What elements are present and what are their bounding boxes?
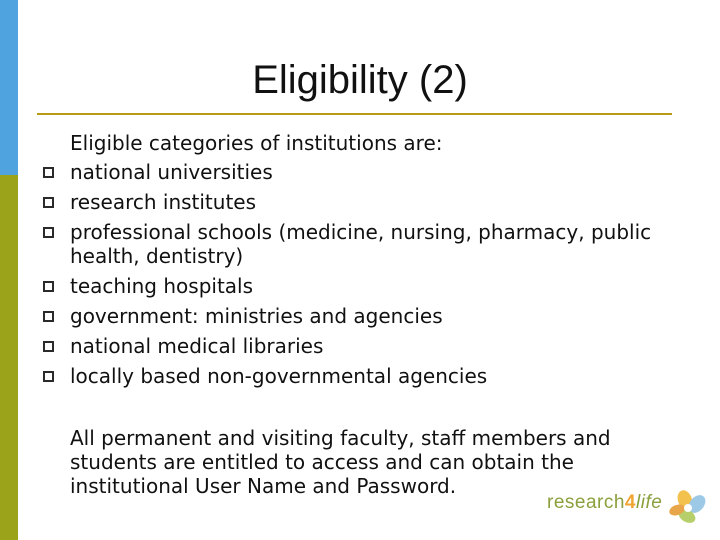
title-divider [37,113,672,115]
square-bullet-icon [43,371,54,382]
square-bullet-icon [43,227,54,238]
square-bullet-icon [43,311,54,322]
eligibility-paragraph: All permanent and visiting faculty, staff members and students are entitled to access and can obtain the institutional User Name and Password. [70,426,611,498]
square-bullet-icon [43,167,54,178]
list-item [40,220,660,268]
sidebar-accent [0,0,18,540]
list-item-text: locally based non-governmental agencies [70,364,488,388]
sidebar-accent-olive [0,175,18,540]
list-item [40,304,660,328]
logo-text-life: life [636,492,663,513]
intro-text: Eligible categories of institutions are: [70,131,443,155]
square-bullet-icon [43,281,54,292]
logo-wordmark [547,492,662,514]
list-item [40,334,660,358]
flower-emblem-icon [663,482,713,532]
list-item-text: national universities [70,160,273,184]
square-bullet-icon [43,197,54,208]
list-item-text: professional schools (medicine, nursing, pharmacy, public health, dentistry) [70,220,652,268]
list-item-text: national medical libraries [70,334,324,358]
bullet-list [40,160,660,394]
list-item [40,274,660,298]
logo-text-research: research [547,492,625,513]
list-item-text: research institutes [70,190,257,214]
logo-text-4: 4 [624,492,636,513]
slide-title: Eligibility (2) [252,58,468,102]
list-item [40,190,660,214]
square-bullet-icon [43,341,54,352]
list-item-text: government: ministries and agencies [70,304,443,328]
list-item-text: teaching hospitals [70,274,254,298]
list-item [40,364,660,388]
research4life-logo [545,482,715,532]
list-item [40,160,660,184]
sidebar-accent-blue [0,0,18,175]
